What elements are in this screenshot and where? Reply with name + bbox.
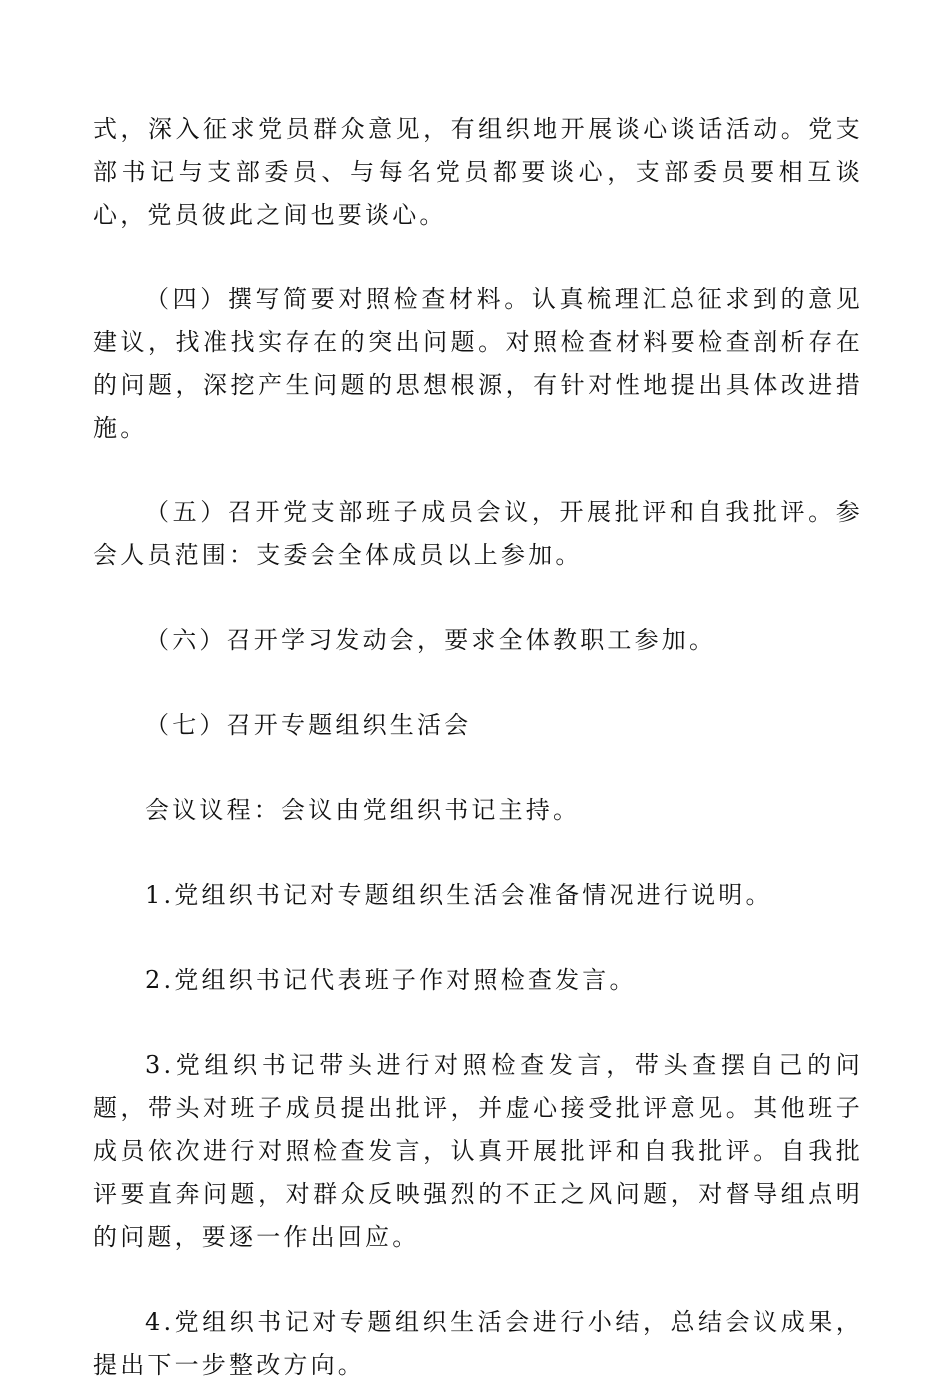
paragraph-section-6: （六）召开学习发动会，要求全体教职工参加。 [145, 626, 717, 654]
paragraph-meeting-agenda: 会议议程：会议由党组织书记主持。 [145, 796, 581, 824]
document-page [93, 108, 863, 1387]
paragraph-continuation: 式，深入征求党员群众意见，有组织地开展谈心谈话活动。党支部书记与支部委员、与每名党员都要谈心，支部委员要相互谈心，党员彼此之间也要谈心。 [93, 115, 863, 229]
paragraph-agenda-item-4: 4.党组织书记对专题组织生活会进行小结，总结会议成果，提出下一步整改方向。 [93, 1308, 863, 1379]
paragraph-section-7: （七）召开专题组织生活会 [145, 711, 472, 739]
paragraph-section-5: （五）召开党支部班子成员会议，开展批评和自我批评。参会人员范围：支委会全体成员以上参加。 [93, 498, 863, 569]
paragraph-agenda-item-1: 1.党组织书记对专题组织生活会准备情况进行说明。 [145, 881, 773, 909]
paragraph-section-4: （四）撰写简要对照检查材料。认真梳理汇总征求到的意见建议，找准找实存在的突出问题。对照检查材料要检查剖析存在的问题，深挖产生问题的思想根源，有针对性地提出具体改进措施。 [93, 285, 863, 442]
paragraph-agenda-item-2: 2.党组织书记代表班子作对照检查发言。 [145, 966, 637, 994]
paragraph-agenda-item-3: 3.党组织书记带头进行对照检查发言，带头查摆自己的问题，带头对班子成员提出批评，并虚心接受批评意见。其他班子成员依次进行对照检查发言，认真开展批评和自我批评。自我批评要直奔问题，对群众反映强烈的不正之风问题，对督导组点明的问题，要逐一作出回应。 [93, 1051, 863, 1251]
